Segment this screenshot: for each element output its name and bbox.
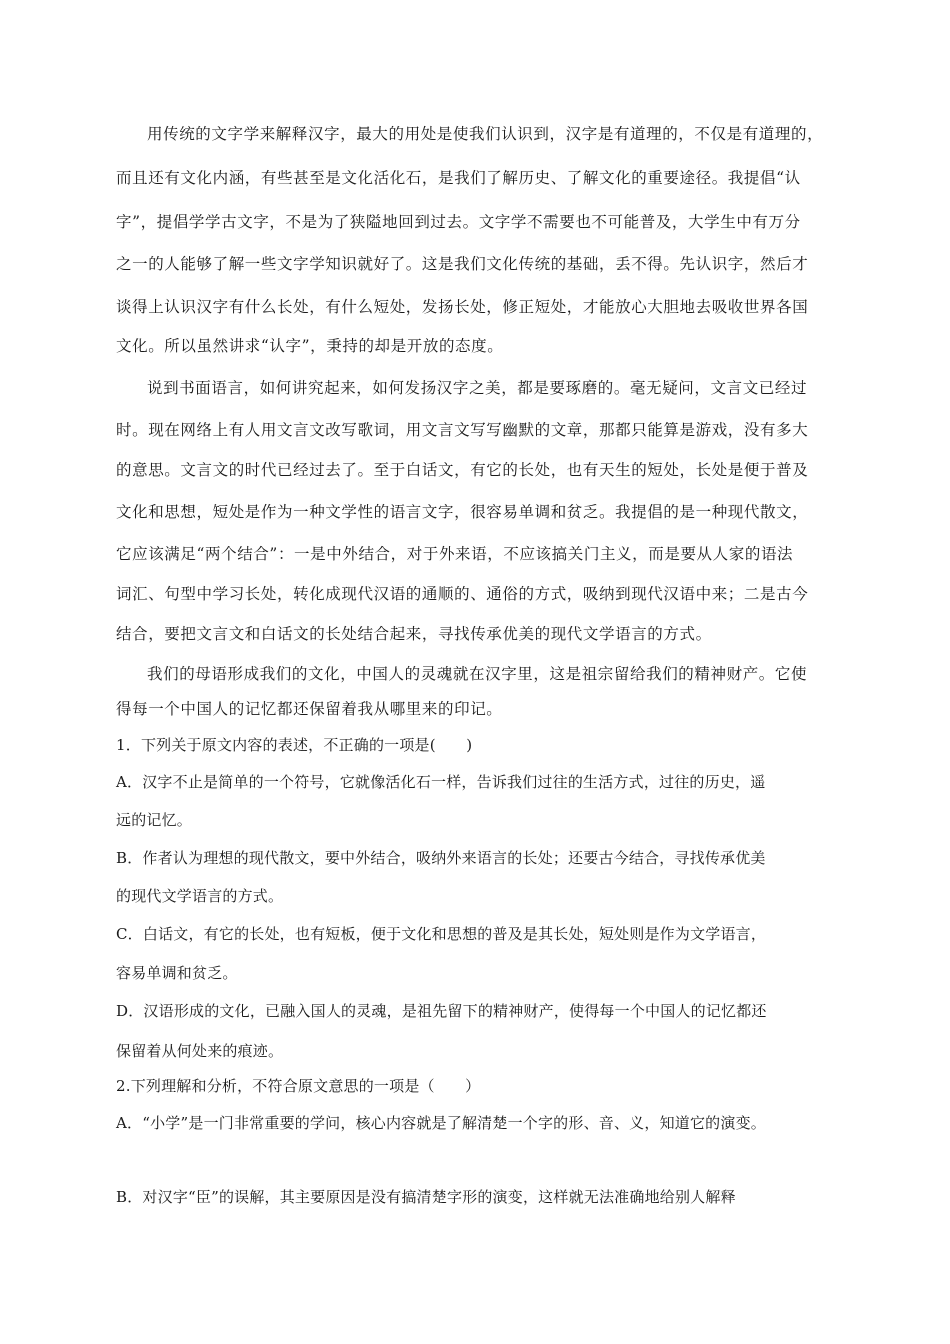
paragraph-1-line-2: 而且还有文化内涵，有些甚至是文化活化石，是我们了解历史、了解文化的重要途径。我提倡“认 [116,169,801,187]
question-1-option-a-line-1: A．汉字不止是简单的一个符号，它就像活化石一样，告诉我们过往的生活方式，过往的历史，遥 [116,773,766,791]
question-2-option-b: B．对汉字“臣”的误解，其主要原因是没有搞清楚字形的演变，这样就无法准确地给别人解释 [116,1188,736,1206]
question-1-option-a-line-2: 远的记忆。 [116,811,193,829]
paragraph-1-line-1: 用传统的文字学来解释汉字，最大的用处是使我们认识到，汉字是有道理的，不仅是有道理的， [147,125,824,143]
paragraph-1-line-6: 文化。所以虽然讲求“认字”，秉持的却是开放的态度。 [116,337,504,355]
question-1-option-d-line-2: 保留着从何处来的痕迹。 [116,1042,284,1060]
paragraph-3-line-1: 我们的母语形成我们的文化，中国人的灵魂就在汉字里，这是祖宗留给我们的精神财产。它使 [147,665,808,683]
question-1-option-b-line-2: 的现代文学语言的方式。 [116,887,284,905]
question-2-option-a: A．“小学”是一门非常重要的学问，核心内容就是了解清楚一个字的形、音、义，知道它的演变。 [116,1114,766,1132]
question-1-stem: 1．下列关于原文内容的表述，不正确的一项是( ) [116,736,473,754]
paragraph-2-line-4: 文化和思想，短处是作为一种文学性的语言文字，很容易单调和贫乏。我提倡的是一种现代散文， [116,503,809,521]
question-2-stem: 2.下列理解和分析，不符合原文意思的一项是（ ） [116,1077,481,1095]
paragraph-2-line-6: 词汇、句型中学习长处，转化成现代汉语的通顺的、通俗的方式，吸纳到现代汉语中来；二是古今 [116,585,809,603]
paragraph-2-line-3: 的意思。文言文的时代已经过去了。至于白话文，有它的长处，也有天生的短处，长处是便于普及 [116,461,809,479]
question-1-option-c-line-1: C．白话文，有它的长处，也有短板，便于文化和思想的普及是其长处，短处则是作为文学语言， [116,925,767,943]
question-1-option-b-line-1: B．作者认为理想的现代散文，要中外结合，吸纳外来语言的长处；还要古今结合，寻找传承优美 [116,849,766,867]
question-1-option-d-line-1: D．汉语形成的文化，已融入国人的灵魂，是祖先留下的精神财产，使得每一个中国人的记忆都还 [116,1002,767,1020]
paragraph-2-line-2: 时。现在网络上有人用文言文改写歌词，用文言文写写幽默的文章，那都只能算是游戏，没有多大 [116,421,809,439]
paragraph-3-line-2: 得每一个中国人的记忆都还保留着我从哪里来的印记。 [116,700,503,718]
paragraph-1-line-5: 谈得上认识汉字有什么长处，有什么短处，发扬长处，修正短处，才能放心大胆地去吸收世界各国 [116,298,809,316]
question-1-option-c-line-2: 容易单调和贫乏。 [116,964,238,982]
paragraph-2-line-7: 结合，要把文言文和白话文的长处结合起来，寻找传承优美的现代文学语言的方式。 [116,625,712,643]
paragraph-2-line-1: 说到书面语言，如何讲究起来，如何发扬汉字之美，都是要琢磨的。毫无疑问，文言文已经过 [147,379,808,397]
paragraph-1-line-3: 字”，提倡学学古文字，不是为了狭隘地回到过去。文字学不需要也不可能普及，大学生中有万分 [116,213,801,231]
paragraph-2-line-5: 它应该满足“两个结合”：一是中外结合，对于外来语，不应该搞关门主义，而是要从人家的语法 [116,545,794,563]
paragraph-1-line-4: 之一的人能够了解一些文字学知识就好了。这是我们文化传统的基础，丢不得。先认识字，然后才 [116,255,809,273]
